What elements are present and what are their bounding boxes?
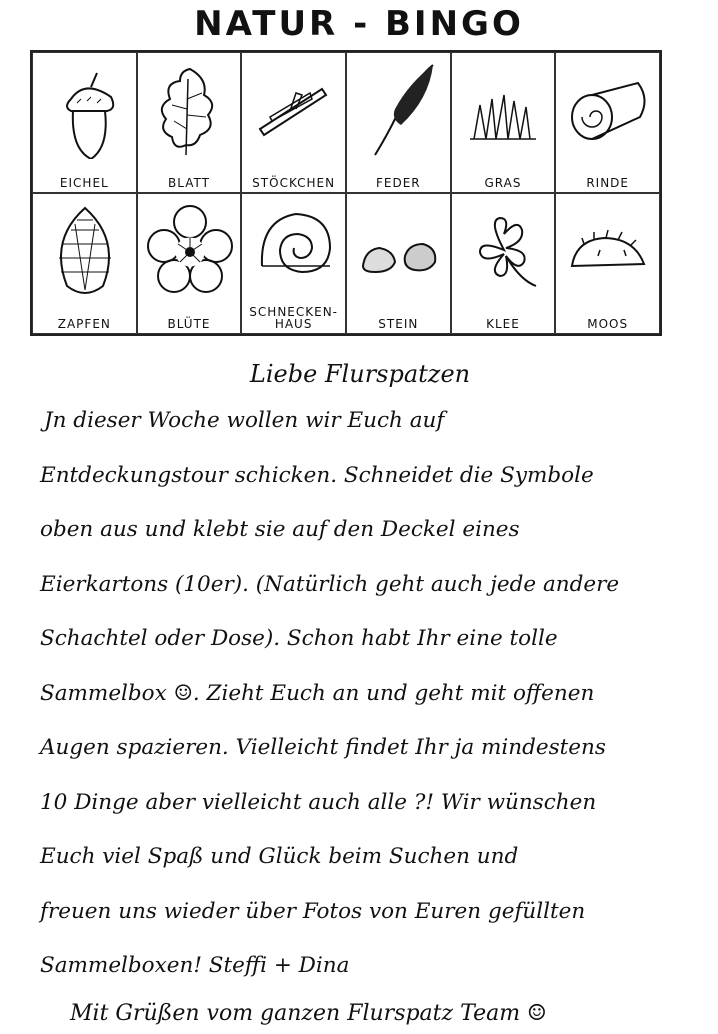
bingo-grid (30, 50, 662, 336)
letter-line: Jn dieser Woche wollen wir Euch auf (44, 408, 445, 433)
bingo-cell-moos (555, 193, 660, 334)
letter-line: oben aus und klebt sie auf den Deckel eines (40, 517, 520, 542)
stone-icon (355, 200, 443, 300)
page-title: NATUR - BINGO (194, 4, 524, 44)
moss-icon (564, 200, 652, 300)
letter-closing: Mit Grüßen vom ganzen Flurspatz Team ☺ (70, 1000, 547, 1026)
bingo-label: KLEE (486, 317, 520, 331)
letter-line: Eierkartons (10er). (Natürlich geht auch jede andere (40, 571, 620, 597)
leaf-icon (146, 59, 234, 159)
clover-icon (460, 200, 548, 300)
bingo-label: ZAPFEN (57, 317, 111, 331)
bingo-cell-klee (451, 193, 556, 334)
bingo-label: STEIN (378, 317, 419, 331)
bingo-cell-schneckenhaus (241, 193, 346, 334)
bingo-label: GRAS (484, 176, 522, 190)
letter (30, 360, 690, 1034)
letter-line: Euch viel Spaß und Glück beim Suchen und (40, 844, 519, 869)
stick-icon (250, 59, 338, 159)
bingo-label: BLÜTE (167, 317, 211, 331)
bingo-label: SCHNECKEN-HAUS (249, 305, 339, 331)
bingo-label: STÖCKCHEN (252, 176, 336, 190)
letter-line: Entdeckungstour schicken. Schneidet die Symbole (40, 462, 594, 488)
feather-icon (355, 59, 443, 159)
bingo-cell-zapfen (32, 193, 137, 334)
bingo-cell-rinde (555, 52, 660, 193)
letter-line: Sammelbox ☺. Zieht Euch an und geht mit offenen (40, 680, 595, 706)
bingo-label: RINDE (586, 176, 629, 190)
letter-greeting: Liebe Flurspatzen (249, 360, 471, 388)
bingo-cell-eichel (32, 52, 137, 193)
bingo-cell-gras (451, 52, 556, 193)
letter-line: 10 Dinge aber vielleicht auch alle ?! Wir wünschen (40, 789, 597, 815)
bingo-cell-bluete (137, 193, 242, 334)
bingo-cell-stein (346, 193, 451, 334)
bingo-cell-blatt (137, 52, 242, 193)
bingo-cell-stoeckchen (241, 52, 346, 193)
bark-icon (564, 59, 652, 159)
snail-shell-icon (250, 200, 338, 300)
bingo-label: FEDER (375, 176, 421, 190)
grass-icon (460, 59, 548, 159)
letter-line: Schachtel oder Dose). Schon habt Ihr eine tolle (40, 626, 558, 651)
bingo-label: EICHEL (59, 176, 109, 190)
letter-line: freuen uns wieder über Fotos von Euren gefüllten (40, 898, 586, 924)
bingo-label: MOOS (587, 317, 629, 331)
pinecone-icon (41, 200, 129, 300)
acorn-icon (41, 59, 129, 159)
flower-icon (146, 200, 234, 300)
letter-line: Augen spazieren. Vielleicht findet Ihr ja mindestens (40, 735, 606, 760)
bingo-cell-feder (346, 52, 451, 193)
letter-line: Sammelboxen! Steffi + Dina (40, 953, 350, 978)
bingo-label: BLATT (168, 176, 210, 190)
